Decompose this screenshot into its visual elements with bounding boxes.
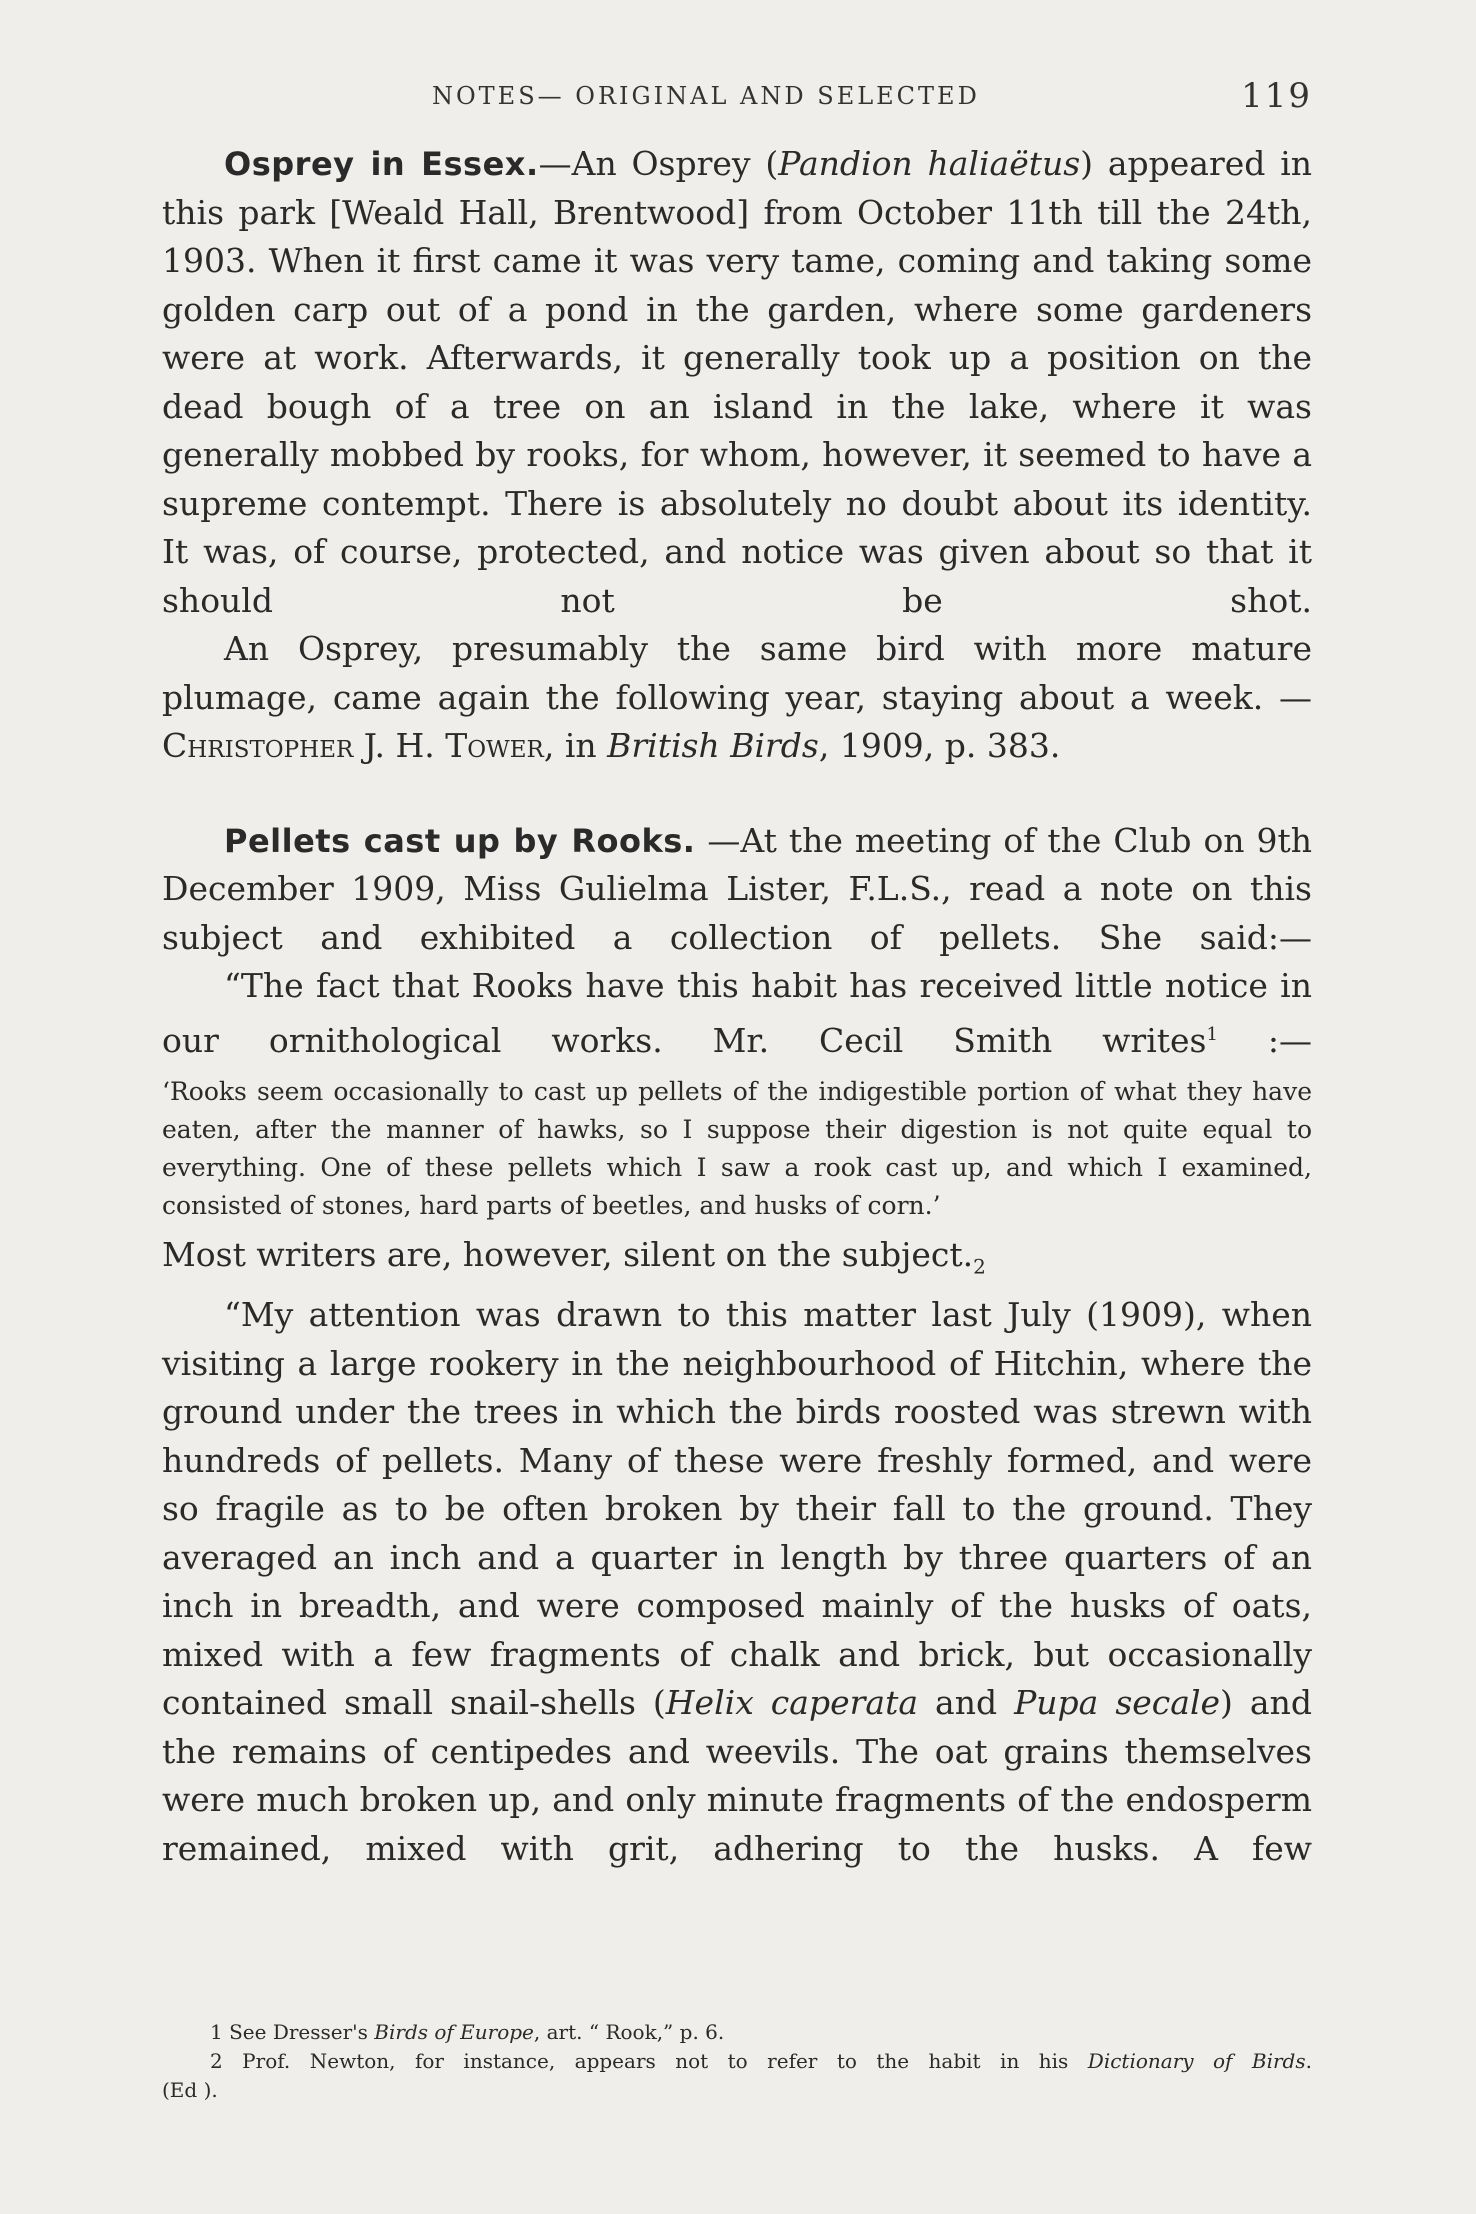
- book-title: Birds of Europe: [374, 2020, 534, 2044]
- text-run: —At the meeting of the Club on 9th December 1909, Miss Gulielma Lister, F.L.S., read a note on this subject and exhibited a collection of pellets. She said:—: [162, 820, 1313, 957]
- footnote-marker: 2: [973, 1254, 986, 1279]
- species-name: Helix caperata: [665, 1683, 919, 1723]
- osprey-paragraph-1: [162, 140, 1312, 625]
- pellets-paragraph-3: [162, 1231, 1312, 1291]
- pellets-heading: Pellets cast up by Rooks.: [224, 821, 696, 860]
- text-run: 2 Prof. Newton, for instance, appears not to refer to the habit in his: [210, 2049, 1088, 2073]
- block-quote: ‘Rooks seem occasionally to cast up pellets of the indigestible portion of what they have eaten, after the manner of hawks, so I suppose their digestion is not quite equal to everything. One of these pellets which I saw a rook cast up, and which I examined, consisted of stones, hard parts of beetles, and husks of corn.’: [162, 1077, 1312, 1220]
- text-run: —An Osprey (: [538, 144, 779, 183]
- footnotes: [162, 2018, 1312, 2105]
- text-run: , in: [543, 726, 608, 765]
- pellets-paragraph-4: [162, 1291, 1312, 1873]
- species-name: Pandion haliaëtus: [778, 144, 1081, 183]
- author-name: Tower: [445, 726, 544, 765]
- text-run: “My attention was drawn to this matter last July (1909), when visiting a large rookery in the neighbourhood of Hitchin, where the ground under the trees in which the birds roosted was strewn with hundreds of pellets. Many of these were freshly formed, and were so fragile as to be often broken by their fall to the ground. They averaged an inch and a quarter in length by three quarters of an inch in breadth, and were composed mainly of the husks of oats, mixed with a few fragments of chalk and brick, but occasionally contained small snail-shells (: [162, 1295, 1312, 1723]
- journal-title: British Birds: [607, 726, 819, 765]
- text-run: ) appeared in this park [Weald Hall, Brentwood] from October 11th till the 24th, 1903. When it first came it was very tame, coming and taking some golden carp out of a pond in the garden, where some gardeners were at work. Afterwards, it generally took up a position on the dead bough of a tree on an island in the lake, where it was generally mobbed by rooks, for whom, however, it seemed to have a supreme contempt. There is absolutely no doubt about its identity. It was, of course, protected, and notice was given about so that it should not be shot.: [162, 144, 1313, 620]
- book-title: Dictionary of Birds: [1087, 2049, 1306, 2073]
- osprey-heading: Osprey in Essex.: [224, 145, 539, 183]
- text-run: J. H.: [353, 726, 446, 765]
- pellets-paragraph-1: [162, 817, 1312, 963]
- running-head: [162, 72, 1312, 122]
- text-run: 1 See Dresser's: [210, 2020, 375, 2044]
- text-run: An Osprey, presumably the same bird with more mature plumage, came again the following year, staying about a week. —: [162, 629, 1312, 717]
- text-run: :—: [1267, 1020, 1312, 1060]
- page-number: 119: [1241, 76, 1312, 116]
- text-run: Most writers are, however, silent on the subject.: [162, 1235, 974, 1274]
- text-run: , art. “ Rook,” p. 6.: [533, 2020, 725, 2044]
- pellets-paragraph-2: [162, 962, 1312, 1065]
- osprey-paragraph-2: [162, 625, 1312, 771]
- author-name: Christopher: [162, 726, 354, 765]
- text-run: , 1909, p. 383.: [818, 726, 1061, 765]
- text-run: ) and the remains of centipedes and weevils. The oat grains themselves were much broken up, and only minute fragments of the endosperm remained, mixed with grit, adhering to the husks. A few: [162, 1683, 1312, 1868]
- footnote-2: [162, 2047, 1312, 2076]
- species-name: Pupa secale: [1014, 1683, 1221, 1723]
- text-run: and: [918, 1683, 1015, 1723]
- footnote-2-continuation: (Ed ).: [162, 2078, 218, 2102]
- page: [162, 72, 1312, 1873]
- footnote-1: [162, 2018, 1312, 2047]
- text-run: “The fact that Rooks have this habit has received little notice in our ornithological works. Mr. Cecil Smith writes: [162, 966, 1312, 1060]
- running-head-title: NOTES— ORIGINAL AND SELECTED: [432, 82, 980, 110]
- footnote-marker: 1: [1206, 1023, 1218, 1045]
- text-run: .: [1305, 2049, 1312, 2073]
